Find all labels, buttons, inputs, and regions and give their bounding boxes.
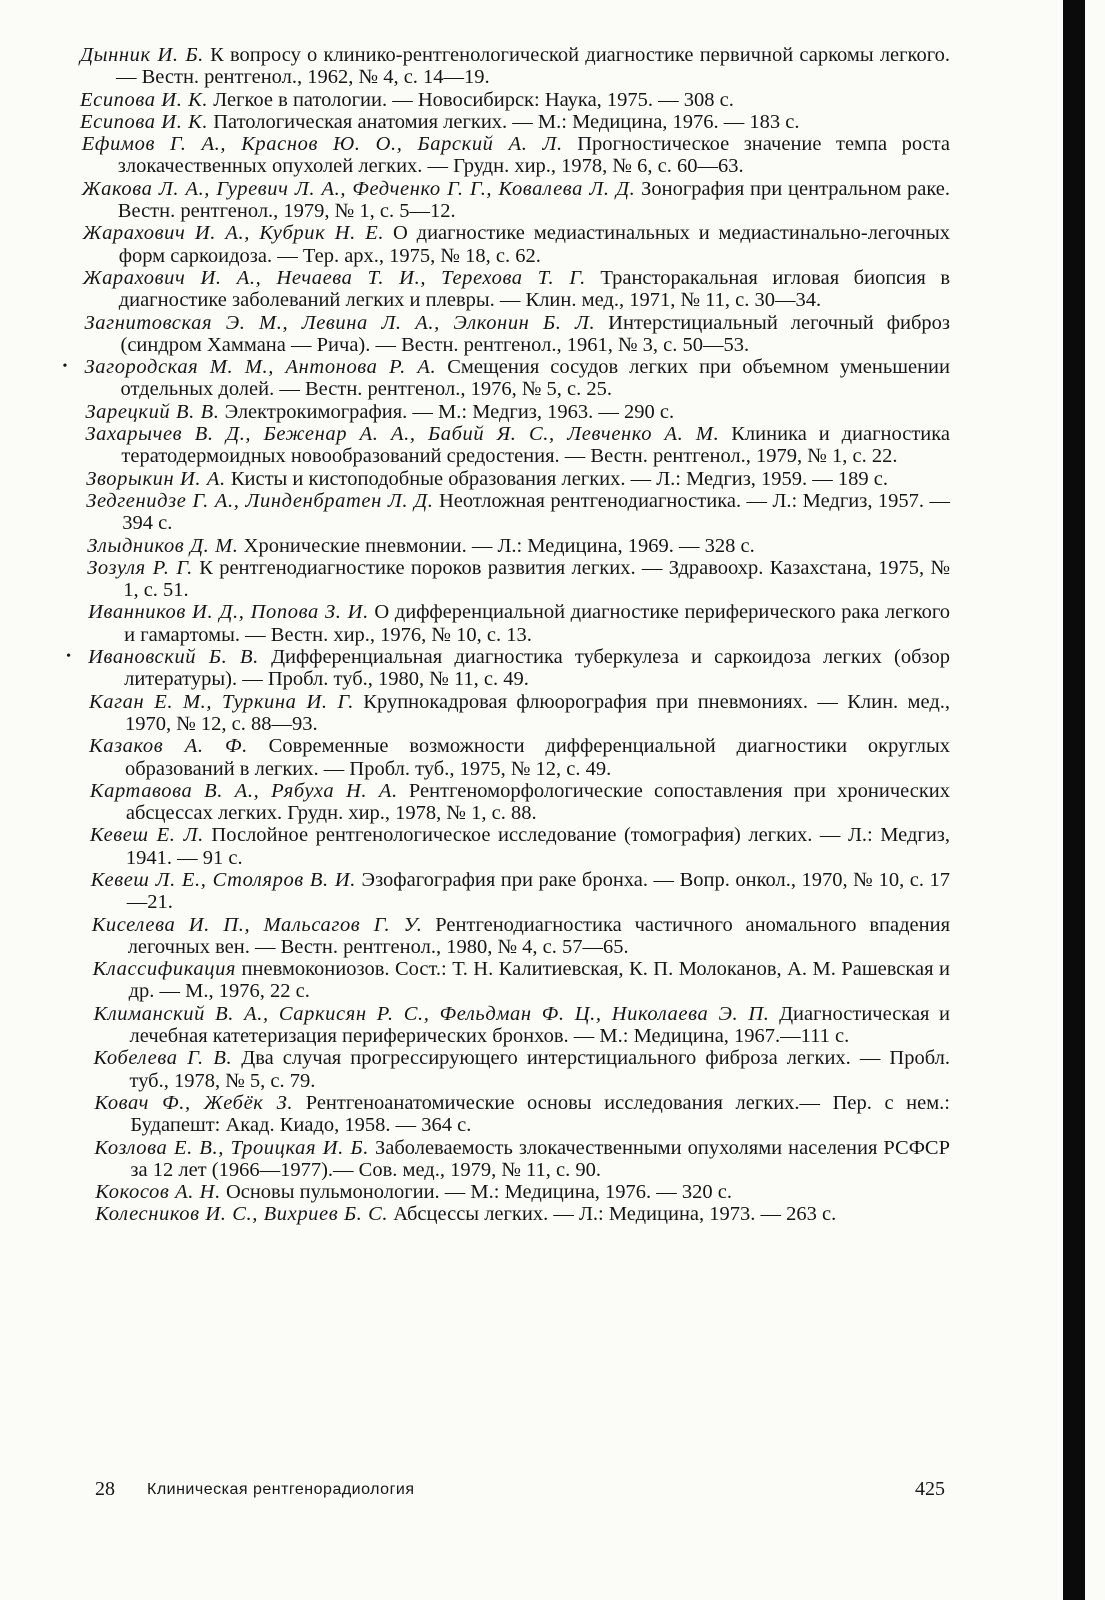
reference-author: Кевеш Е. Л. [89, 824, 204, 847]
reference-entry [94, 1092, 950, 1137]
reference-entry [94, 1003, 951, 1048]
reference-entry [85, 312, 951, 357]
reference-text: Прогностическое значение темпа роста злокачественных опухолей легких. — Грудн. хир., 1978, № 6, с. 60—63. [117, 133, 950, 178]
reference-author: Ефимов Г. А., Краснов Ю. О., Барский А. Л. [81, 133, 563, 156]
reference-text: Диагностическая и лечебная катетеризация периферических бронхов. — М.: Медицина, 1967.—111 с. [129, 1002, 951, 1048]
reference-author: Загнитовская Э. М., Левина Л. А., Элконин Б. Л. [84, 311, 596, 334]
reference-entry [86, 468, 950, 490]
reference-author: Климанский В. А., Саркисян Р. С., Фельдман Ф. Ц., Николаева Э. П. [93, 1002, 770, 1025]
page-number: 425 [915, 1478, 945, 1500]
reference-entry [92, 914, 950, 959]
reference-text: Абсцессы легких. — Л.: Медицина, 1973. — 263 с. [393, 1203, 837, 1226]
reference-entry [80, 44, 950, 89]
reference-entry [93, 958, 950, 1003]
reference-entry [87, 557, 950, 602]
reference-author: Жакова Л. А., Гуревич Л. А., Федченко Г. Г., Ковалева Л. Д. [81, 177, 636, 200]
reference-author: Жарахович И. А., Кубрик Н. Е. [82, 222, 385, 245]
reference-text: Легкое в патологии. — Новосибирск: Наука, 1975. — 308 с. [213, 88, 734, 111]
reference-text: Дифференциальная диагностика туберкулеза и саркоидоза легких (обзор литературы). — Пробл. туб., 1980, № 11, с. 49. [124, 646, 951, 691]
reference-entry [62, 356, 951, 401]
reference-entry [86, 490, 950, 535]
reference-text: К рентгенодиагностике пороков развития легких. — Здравоохр. Казахстана, 1975, № 1, с. 51. [123, 556, 951, 602]
reference-entry [83, 267, 950, 312]
reference-author: Кевеш Л. Е., Столяров В. И. [90, 868, 357, 891]
reference-text: Кисты и кистоподобные образования легких. — Л.: Медгиз, 1959. — 189 с. [230, 467, 889, 490]
page-footer [95, 1478, 945, 1508]
reference-text: Электрокимография. — М.: Медгиз, 1963. — 290 с. [224, 400, 675, 423]
reference-text: Рентгеноанатомические основы исследования легких.— Пер. с нем.: Будапешт: Акад. Киадо, 1958. — 364 с. [130, 1091, 950, 1137]
signature-folio: 28 [95, 1478, 115, 1500]
running-title: Клиническая рентгенорадиология [147, 1481, 415, 1498]
reference-author: Ивановский Б. В. [88, 646, 259, 669]
reference-author: Иванников И. Д., Попова З. И. [88, 601, 369, 624]
reference-entry [94, 1137, 950, 1182]
reference-text: Рентгенодиагностика частичного аномального впадения легочных вен. — Вестн. рентгенол., 1980, № 4, с. 57—65. [127, 913, 951, 958]
reference-entry [80, 111, 950, 133]
page-edge-shadow [1063, 0, 1085, 1600]
reference-author: Колесников И. С., Вихриев Б. С. [95, 1203, 389, 1226]
reference-author: Козлова Е. В., Троицкая И. Б. [94, 1136, 369, 1159]
reference-entry [95, 1203, 950, 1225]
reference-author: Есипова И. К. [80, 88, 209, 111]
reference-text: Основы пульмонологии. — М.: Медицина, 1976. — 320 с. [225, 1181, 733, 1204]
reference-author: Зарецкий В. В. [85, 400, 220, 423]
reference-entry [83, 222, 950, 267]
reference-list [62, 44, 951, 1226]
reference-author: Кокосов А. Н. [95, 1181, 221, 1204]
reference-author: Кобелева Г. В. [93, 1047, 233, 1070]
reference-author: Классификация [92, 958, 237, 981]
reference-entry [91, 869, 950, 914]
reference-text: Послойное рентгенологическое исследование (томография) легких. — Л.: Медгиз, 1941. — 91 с. [125, 824, 951, 869]
reference-author: Злыдников Д. М. [87, 534, 239, 557]
reference-author: Каган Е. М., Туркина И. Г. [89, 690, 354, 713]
reference-text: К вопросу о клинико-рентгенологической диагностике первичной саркомы легкого. — Вестн. рентгенол., 1962, № 4, с. 14—19. [116, 44, 950, 89]
reference-text: Патологическая анатомия легких. — М.: Медицина, 1976. — 183 с. [213, 110, 800, 133]
reference-author: Захарычев В. Д., Беженар А. А., Бабий Я. С., Левченко А. М. [85, 423, 720, 446]
reference-entry [90, 780, 950, 825]
reference-entry [82, 178, 950, 223]
reference-text: Интерстициальный легочный фиброз (синдром Хаммана — Рича). — Вестн. рентгенол., 1961, № 3, с. 50—53. [120, 311, 950, 356]
reference-entry [89, 691, 950, 736]
reference-text: Зонография при центральном раке. Вестн. рентгенол., 1979, № 1, с. 5—12. [117, 177, 950, 223]
reference-entry [82, 133, 950, 178]
reference-text: Трансторакальная игловая биопсия в диагностике заболеваний легких и плевры. — Клин. мед., 1971, № 11, с. 30—34. [118, 266, 951, 312]
reference-text: Заболеваемость злокачественными опухолями населения РСФСР за 12 лет (1966—1977).— Сов. мед., 1979, № 11, с. 90. [130, 1136, 950, 1181]
reference-author: Ковач Ф., Жебёк З. [94, 1091, 294, 1114]
reference-text: Рентгеноморфологические сопоставления при хронических абсцессах легких. Грудн. хир., 1978, № 1, с. 88. [125, 779, 951, 825]
reference-text: Два случая прогрессирующего интерстициального фиброза легких. — Пробл. туб., 1978, № 5, с. 79. [129, 1047, 951, 1092]
bullet-mark-icon: • [66, 649, 71, 665]
reference-author: Картавова В. А., Рябуха Н. А. [89, 779, 398, 802]
reference-entry [89, 735, 950, 780]
reference-text: Современные возможности дифференциальной диагностики округлых образований в легких. — Пробл. туб., 1975, № 12, с. 49. [125, 735, 950, 780]
reference-entry [90, 824, 950, 869]
reference-entry [80, 89, 950, 111]
reference-text: Клиника и диагностика тератодермоидных новообразований средостения. — Вестн. рентгенол., 1979, № 1, с. 22. [121, 423, 951, 468]
reference-entry [94, 1047, 951, 1092]
reference-author: Казаков А. Ф. [89, 735, 248, 758]
reference-entry [88, 601, 950, 646]
reference-text: Хронические пневмонии. — Л.: Медицина, 1969. — 328 с. [243, 534, 755, 557]
reference-entry [87, 535, 950, 557]
reference-author: Зедгенидзе Г. А., Линденбратен Л. Д. [86, 489, 434, 512]
reference-author: Дынник И. Б. [80, 44, 204, 66]
reference-text: Эзофагография при раке бронха. — Вопр. онкол., 1970, № 10, с. 17—21. [126, 868, 951, 914]
reference-author: Зворыкин И. А. [86, 467, 226, 490]
reference-author: Загородская М. М., Антонова Р. А. [84, 356, 437, 379]
reference-text: О дифференциальной диагностике периферического рака легкого и гамартомы. — Вестн. хир., 1976, № 10, с. 13. [124, 601, 951, 646]
reference-author: Зозуля Р. Г. [87, 556, 193, 579]
reference-text: О диагностике медиастинальных и медиастинально-легочных форм саркоидоза. — Тер. арх., 1975, № 18, с. 62. [118, 222, 950, 267]
reference-text: пневмокониозов. Сост.: Т. Н. Калитиевская, К. П. Молоканов, А. М. Рашевская и др. — М., 1976, 22 с. [128, 958, 950, 1003]
reference-text: Смещения сосудов легких при объемном уменьшении отдельных долей. — Вестн. рентгенол., 1976, № 5, с. 25. [120, 356, 950, 401]
reference-entry [66, 646, 951, 691]
reference-entry [85, 401, 950, 423]
reference-author: Жарахович И. А., Нечаева Т. И., Терехова Т. Г. [82, 266, 586, 289]
bullet-mark-icon: • [62, 359, 68, 375]
reference-entry [95, 1181, 950, 1203]
reference-text: Неотложная рентгенодиагностика. — Л.: Медгиз, 1957. — 394 с. [122, 489, 950, 535]
reference-author: Есипова И. К. [80, 110, 209, 133]
reference-entry [85, 423, 950, 468]
reference-author: Киселева И. П., Мальсагов Г. У. [91, 913, 423, 936]
reference-text: Крупнокадровая флюорография при пневмониях. — Клин. мед., 1970, № 12, с. 88—93. [125, 690, 951, 735]
